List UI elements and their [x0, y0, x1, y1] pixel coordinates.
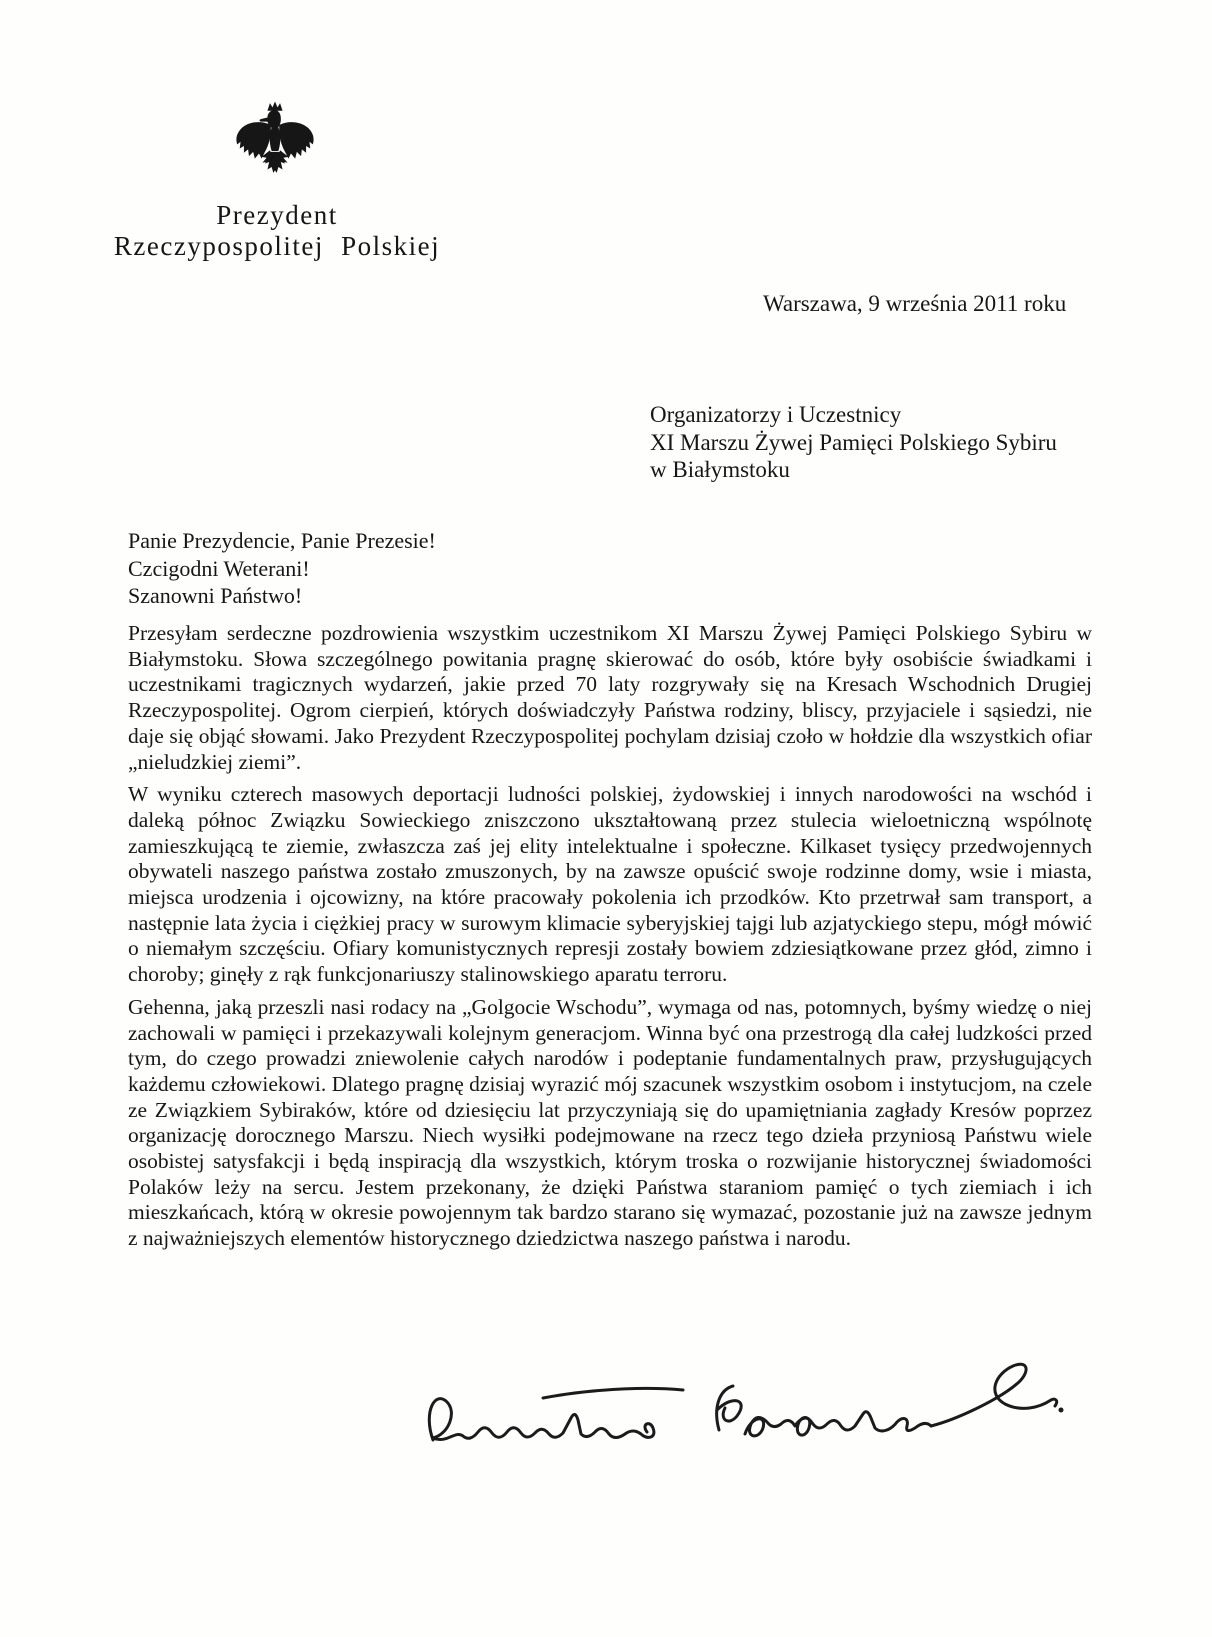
recipient-line-3: w Białymstoku: [650, 457, 790, 482]
dateline: Warszawa, 9 września 2011 roku: [763, 291, 1067, 316]
polish-eagle-emblem: [233, 99, 317, 193]
salutation-line-3: Szanowni Państwo!: [128, 583, 303, 608]
letterhead-subtitle: Rzeczypospolitej Polskiej: [113, 231, 441, 261]
recipient-block: [650, 401, 1057, 484]
salutation-block: [128, 527, 436, 610]
recipient-line-2: XI Marszu Żywej Pamięci Polskiego Sybiru: [650, 429, 1057, 455]
paragraph-1: Przesyłam serdeczne pozdrowienia wszystkim uczestnikom XI Marszu Żywej Pamięci Polskiego Sybiru w Białymstoku. Słowa szczególnego powitania pragnę skierować do osób, które były osobiście świadkami i uczestnikami tragicznych wydarzeń, jakie przed 70 laty rozgrywały się na Kresach Wschodnich Drugiej Rzeczypospolitej. Ogrom cierpień, których doświadczyły Państwa rodziny, bliscy, przyjaciele i sąsiedzi, nie daje się objąć słowami. Jako Prezydent Rzeczypospolitej pochylam dzisiaj czoło w hołdzie dla wszystkich ofiar „nieludzkiej ziemi”.: [128, 621, 1092, 774]
letter-body: [128, 621, 1092, 1259]
salutation-line-2: Czcigodni Weterani!: [128, 555, 310, 581]
recipient-line-1: Organizatorzy i Uczestnicy: [650, 402, 902, 427]
letterhead-title: Prezydent: [216, 200, 338, 230]
salutation-line-1: Panie Prezydencie, Panie Prezesie!: [128, 528, 436, 553]
paragraph-2: W wyniku czterech masowych deportacji ludności polskiej, żydowskiej i innych narodowości na wschód i daleką północ Związku Sowieckiego zniszczono ukształtowaną przez stulecia wieloetniczną wspólnotę zamieszkującą te ziemie, zwłaszcza zaś jej elity intelektualne i społeczne. Kilkaset tysięcy przedwojennych obywateli naszego państwa zostało zmuszonych, by na zawsze opuścić swoje rodzinne domy, wsie i miasta, miejsca urodzenia i ojcowizny, na które pracowały pokolenia ich przodków. Kto przetrwał sam transport, a następnie lata życia i ciężkiej pracy w surowym klimacie syberyjskiej tajgi lub azjatyckiego stepu, mógł mówić o niemałym szczęściu. Ofiary komunistycznych represji zostały bowiem zdziesiątkowane przez głód, zimno i choroby; ginęły z rąk funkcjonariuszy stalinowskiego aparatu terroru.: [128, 782, 1092, 987]
paragraph-3: Gehenna, jaką przeszli nasi rodacy na „Golgocie Wschodu”, wymaga od nas, potomnych, byśmy wiedzę o niej zachowali w pamięci i przekazywali kolejnym generacjom. Winna być ona przestrogą dla całej ludzkości przed tym, do czego prowadzi zniewolenie całych narodów i podeptanie fundamentalnych praw, przysługujących każdemu człowiekowi. Dlatego pragnę dzisiaj wyrazić mój szacunek wszystkim osobom i instytucjom, na czele ze Związkiem Sybiraków, które od dziesięciu lat przyczyniają się do upamiętniania zagłady Kresów poprzez organizację dorocznego Marszu. Niech wysiłki podejmowane na rzecz tego dzieła przyniosą Państwu wiele osobistej satysfakcji i będą inspiracją dla wszystkich, którym troska o rozwijanie historycznej świadomości Polaków leży na sercu. Jestem przekonany, że dzięki Państwa staraniom pamięć o tych ziemiach i ich mieszkańcach, którą w okresie powojennym tak bardzo starano się wymazać, pozostanie już na zawsze jednym z najważniejszych elementów historycznego dziedzictwa naszego państwa i narodu.: [128, 994, 1092, 1251]
handwritten-signature: [415, 1360, 1065, 1480]
